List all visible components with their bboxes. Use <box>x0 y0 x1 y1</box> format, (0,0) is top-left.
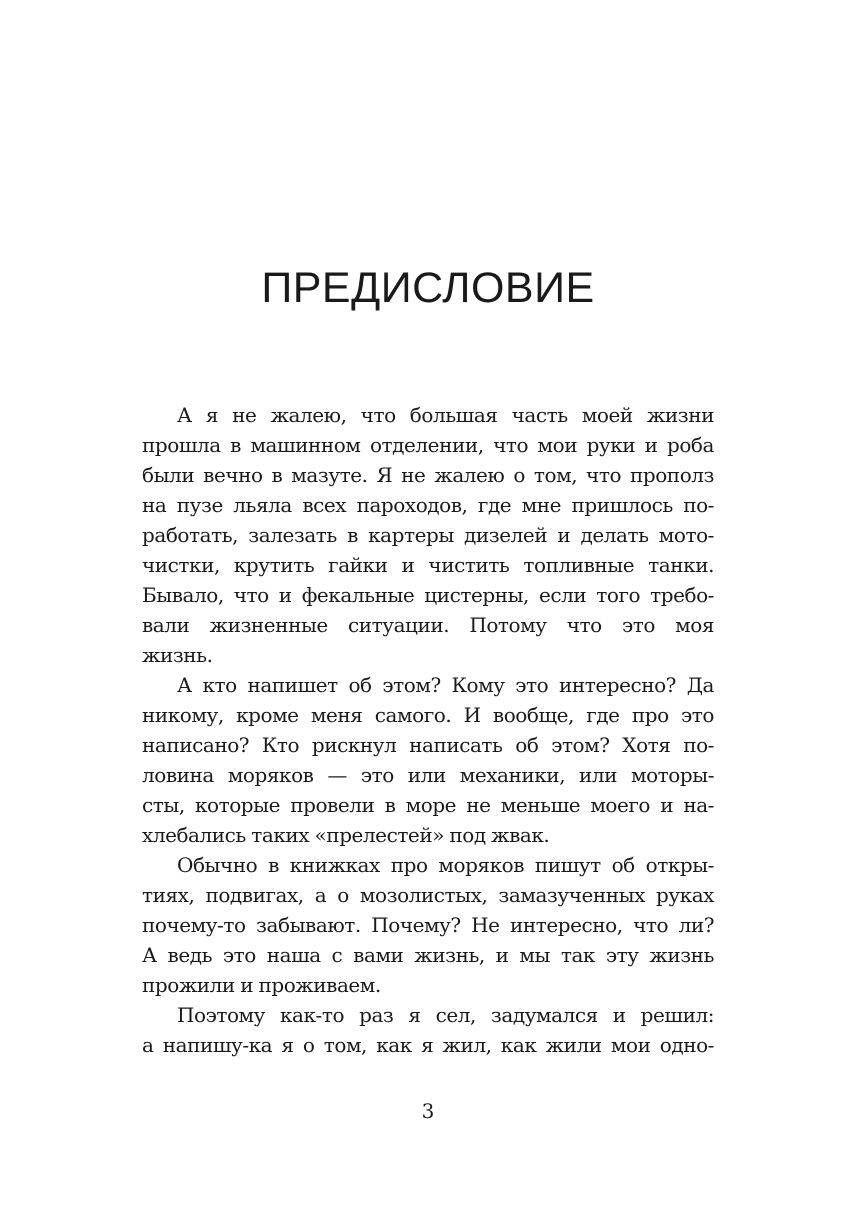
text-line: А я не жалею, что большая часть моей жизни <box>177 403 714 427</box>
text-line: тиях, подвигах, а о мозолистых, замазученных руках <box>142 883 714 907</box>
paragraph-3 <box>142 850 714 1000</box>
text-line: ловина моряков — это или механики, или моторы- <box>142 763 714 787</box>
paragraph-4 <box>142 1000 714 1060</box>
text-line: А ведь это наша с вами жизнь, и мы так эту жизнь <box>142 943 714 967</box>
text-line: жизнь. <box>142 643 213 667</box>
chapter-title: ПРЕДИСЛОВИЕ <box>261 264 595 312</box>
text-line: почему-то забывают. Почему? Не интересно, что ли? <box>142 913 714 937</box>
text-line: никому, кроме меня самого. И вообще, где про это <box>142 703 714 727</box>
paragraph-1 <box>142 400 714 670</box>
text-line: А кто напишет об этом? Кому это интересно? Да <box>177 673 714 697</box>
text-line: а напишу-ка я о том, как я жил, как жили мои одно- <box>142 1033 714 1057</box>
text-line: написано? Кто рискнул написать об этом? Хотя по- <box>142 733 714 757</box>
body-text <box>142 400 714 1060</box>
text-line: на пузе льяла всех пароходов, где мне пришлось по- <box>142 493 714 517</box>
text-line: вали жизненные ситуации. Потому что это моя <box>142 613 714 637</box>
paragraph-2 <box>142 670 714 850</box>
text-line: работать, залезать в картеры дизелей и делать мото- <box>142 523 714 547</box>
text-line: чистки, крутить гайки и чистить топливные танки. <box>142 553 714 577</box>
text-line: прошла в машинном отделении, что мои руки и роба <box>142 433 714 457</box>
page-number: 3 <box>421 1099 435 1123</box>
text-line: сты, которые провели в море не меньше моего и на- <box>142 793 714 817</box>
text-line: Бывало, что и фекальные цистерны, если того требо- <box>142 583 714 607</box>
text-line: хлебались таких «прелестей» под жвак. <box>142 823 550 847</box>
text-line: прожили и проживаем. <box>142 973 381 997</box>
text-line: Обычно в книжках про моряков пишут об откры- <box>177 853 714 877</box>
text-line: были вечно в мазуте. Я не жалею о том, что прополз <box>142 463 714 487</box>
text-line: Поэтому как-то раз я сел, задумался и решил: <box>177 1003 714 1027</box>
